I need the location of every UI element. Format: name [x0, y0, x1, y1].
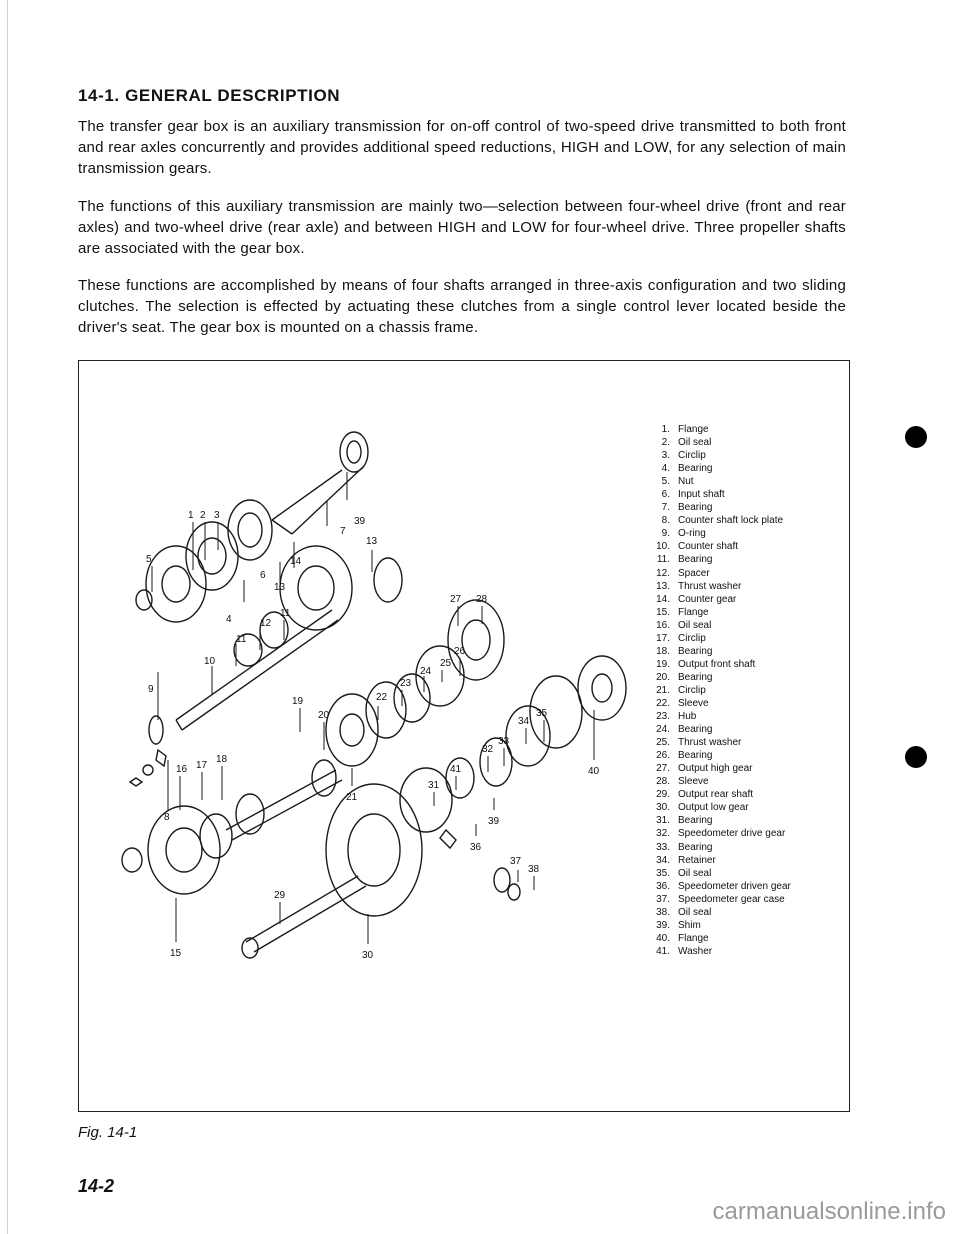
margin-bullet-icon [905, 746, 927, 768]
callout-27: 27 [450, 594, 462, 605]
callout-19: 19 [292, 696, 304, 707]
legend-item: 10. Counter shaft [656, 541, 739, 553]
callout-4: 4 [226, 614, 232, 625]
callout-12: 12 [260, 618, 272, 629]
paragraph-1: The transfer gear box is an auxiliary transmission for on-off control of two-speed drive transmitted to both front and rear axles concurrently and provides additional speed reductions, HIGH and LOW, for any selection of main transmission gears. [78, 118, 846, 177]
diagram-callouts [146, 510, 600, 961]
callout-7: 7 [340, 526, 346, 537]
legend-item: 38. Oil seal [656, 906, 712, 918]
legend-item: 8. Counter shaft lock plate [661, 515, 784, 527]
legend-item: 21. Circlip [656, 684, 706, 696]
callout-33: 33 [498, 736, 510, 747]
callout-25: 25 [440, 658, 452, 669]
legend-item: 31. Bearing [656, 815, 713, 827]
output-high-gear-assembly [326, 600, 504, 766]
page-number: 14-2 [78, 1176, 115, 1196]
watermark: carmanualsonline.info [712, 1198, 946, 1225]
legend-item: 39. Shim [656, 919, 701, 931]
callout-40: 40 [588, 766, 600, 777]
legend-item: 27. Output high gear [656, 763, 753, 775]
legend-item: 37. Speedometer gear case [656, 893, 785, 905]
section-title: 14-1. GENERAL DESCRIPTION [78, 86, 341, 105]
legend-item: 41. Washer [656, 945, 713, 957]
callout-9: 9 [148, 684, 154, 695]
callout-30: 30 [362, 950, 374, 961]
legend-item: 24. Bearing [656, 724, 713, 736]
callout-29: 29 [274, 890, 286, 901]
legend-item: 22. Sleeve [656, 697, 709, 709]
legend-item: 33. Bearing [656, 841, 713, 853]
exploded-view-diagram [96, 430, 636, 990]
callout-39b: 39 [488, 816, 500, 827]
legend-item: 5. Nut [661, 476, 694, 488]
callout-36: 36 [470, 842, 482, 853]
legend-item: 7. Bearing [661, 502, 713, 514]
callout-28: 28 [476, 594, 488, 605]
callout-11b: 11 [236, 634, 247, 645]
legend-item: 12. Spacer [656, 567, 710, 579]
legend-item: 18. Bearing [656, 645, 713, 657]
legend-item: 40. Flange [656, 932, 709, 944]
legend-item: 25. Thrust washer [656, 737, 742, 749]
callout-41: 41 [450, 764, 462, 775]
callout-39: 39 [354, 516, 366, 527]
output-front-shaft-assembly [122, 760, 342, 894]
callout-2: 2 [200, 510, 206, 521]
legend-item: 2. Oil seal [661, 437, 712, 449]
legend-item: 3. Circlip [661, 450, 706, 462]
callout-37: 37 [510, 856, 522, 867]
legend-item: 17. Circlip [656, 632, 706, 644]
callout-35: 35 [536, 708, 548, 719]
callout-18: 18 [216, 754, 228, 765]
legend-item: 29. Output rear shaft [656, 789, 754, 801]
callout-26: 26 [454, 646, 466, 657]
legend-item: 26. Bearing [656, 750, 713, 762]
legend-item: 32. Speedometer drive gear [656, 828, 786, 840]
callout-17: 17 [196, 760, 208, 771]
parts-legend [648, 423, 791, 958]
legend-item: 19. Output front shaft [656, 658, 756, 670]
callout-21: 21 [346, 792, 358, 803]
callout-31: 31 [428, 780, 440, 791]
callout-34: 34 [518, 716, 530, 727]
callout-11: 11 [280, 608, 291, 619]
margin-bullet-icon [905, 426, 927, 448]
page-edge-rule [7, 0, 8, 1234]
callout-20: 20 [318, 710, 330, 721]
legend-item: 15. Flange [656, 606, 709, 618]
figure-caption: Fig. 14-1 [78, 1124, 138, 1141]
legend-item: 9. O-ring [661, 528, 706, 540]
legend-item: 30. Output low gear [656, 802, 749, 814]
callout-22: 22 [376, 692, 388, 703]
legend-item: 23. Hub [656, 711, 697, 723]
legend-item: 1. Flange [661, 424, 709, 435]
legend-item: 14. Counter gear [656, 593, 737, 605]
callout-13: 13 [366, 536, 378, 547]
legend-item: 4. Bearing [661, 463, 713, 475]
legend-item: 6. Input shaft [661, 489, 725, 501]
legend-item: 16. Oil seal [656, 619, 712, 631]
callout-15: 15 [170, 948, 182, 959]
callout-16: 16 [176, 764, 188, 775]
legend-item: 20. Bearing [656, 671, 713, 683]
callout-32: 32 [482, 744, 494, 755]
callout-14: 14 [290, 556, 302, 567]
legend-item: 34. Retainer [656, 854, 716, 866]
callout-13b: 13 [274, 582, 286, 593]
paragraph-2: The functions of this auxiliary transmission are mainly two—selection between four-wheel drive (front and rear axles) and two-wheel drive (rear axle) and between HIGH and LOW for four-wheel drive. Three propeller shafts are associated with the gear box. [78, 198, 846, 257]
callout-38: 38 [528, 864, 540, 875]
callout-8: 8 [164, 812, 170, 823]
legend-item: 35. Oil seal [656, 867, 712, 879]
callout-5: 5 [146, 554, 152, 565]
callout-6: 6 [260, 570, 266, 581]
legend-item: 36. Speedometer driven gear [656, 880, 791, 892]
callout-1: 1 [188, 510, 194, 521]
legend-item: 13. Thrust washer [656, 580, 742, 592]
callout-24: 24 [420, 666, 432, 677]
legend-item: 28. Sleeve [656, 776, 709, 788]
callout-3: 3 [214, 510, 220, 521]
paragraph-3: These functions are accomplished by means of four shafts arranged in three-axis configuration and two sliding clutches. The selection is effected by actuating these clutches from a single control lever located beside the driver's seat. The gear box is mounted on a chassis frame. [78, 277, 846, 336]
callout-10: 10 [204, 656, 216, 667]
counter-gear-assembly [130, 546, 402, 786]
legend-item: 11. Bearing [656, 554, 713, 566]
callout-23: 23 [400, 678, 412, 689]
